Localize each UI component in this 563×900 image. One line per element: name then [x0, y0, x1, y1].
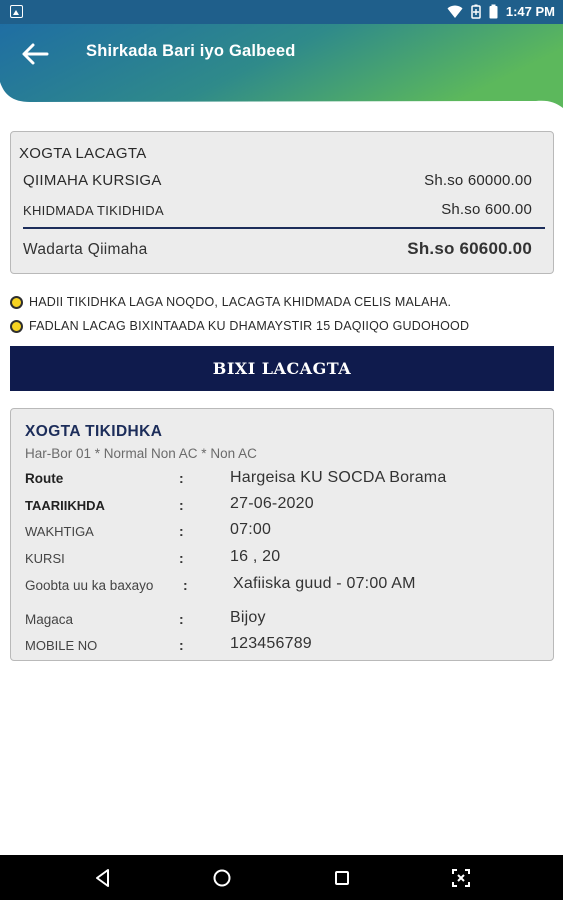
status-time: 1:47 PM — [505, 4, 555, 19]
header-background — [0, 24, 563, 108]
service-fee-label: KHIDMADA TIKIDHIDA — [23, 203, 164, 218]
date-value: 27-06-2020 — [230, 495, 314, 512]
recents-square-icon — [329, 865, 355, 891]
seat-price-value: Sh.so 60000.00 — [424, 172, 532, 189]
total-label: Wadarta Qiimaha — [23, 241, 148, 258]
note-text: FADLAN LACAG BIXINTAADA KU DHAMAYSTIR 15 DAQIIQO GUDOHOOD — [29, 319, 470, 333]
fare-details-card — [10, 131, 554, 274]
seat-label: KURSI — [25, 551, 65, 566]
ticket-heading: XOGTA TIKIDHKA — [25, 423, 163, 440]
bullet-icon — [10, 320, 23, 333]
wifi-icon — [447, 5, 463, 19]
time-label: WAKHTIGA — [25, 524, 94, 539]
departure-value: Xafiiska guud - 07:00 AM — [233, 575, 416, 592]
screenshot-icon — [448, 865, 474, 891]
note-payment-time — [10, 319, 469, 333]
system-nav-bar — [0, 855, 563, 900]
back-triangle-icon — [90, 865, 116, 891]
name-colon: : — [179, 611, 184, 627]
name-value: Bijoy — [230, 609, 266, 626]
total-value: Sh.so 60600.00 — [407, 239, 532, 258]
page-title: Shirkada Bari iyo Galbeed — [86, 42, 296, 60]
mobile-value: 123456789 — [230, 635, 312, 652]
date-label: TAARIIKHDA — [25, 498, 105, 513]
app-header — [0, 24, 563, 108]
back-button[interactable] — [20, 41, 52, 67]
departure-label: Goobta uu ka baxayo — [25, 578, 154, 593]
status-bar — [0, 0, 563, 24]
nav-screenshot-button[interactable] — [448, 865, 474, 891]
nav-back-button[interactable] — [90, 865, 116, 891]
home-circle-icon — [209, 865, 235, 891]
seat-price-label: QIIMAHA KURSIGA — [23, 172, 162, 189]
time-value: 07:00 — [230, 521, 272, 538]
fare-divider — [23, 227, 545, 229]
departure-colon: : — [183, 577, 188, 593]
nav-home-button[interactable] — [209, 865, 235, 891]
pay-button[interactable]: BIXI LACAGTA — [10, 346, 554, 391]
note-text: HADII TIKIDHKA LAGA NOQDO, LACAGTA KHIDMADA CELIS MALAHA. — [29, 295, 452, 309]
name-label: Magaca — [25, 612, 74, 627]
mobile-colon: : — [179, 637, 184, 653]
battery-icon — [489, 4, 498, 19]
ticket-subtitle: Har-Bor 01 * Normal Non AC * Non AC — [25, 446, 257, 461]
arrow-left-icon — [20, 41, 52, 67]
route-colon: : — [179, 470, 184, 486]
nav-recents-button[interactable] — [329, 865, 355, 891]
status-icons — [447, 4, 555, 19]
date-colon: : — [179, 497, 184, 513]
fare-heading: XOGTA LACAGTA — [19, 145, 147, 162]
route-value: Hargeisa KU SOCDA Borama — [230, 469, 447, 486]
image-icon — [10, 5, 23, 18]
battery-saver-icon — [471, 4, 481, 19]
route-label: Route — [25, 471, 64, 486]
ticket-details-card — [10, 408, 554, 661]
seat-colon: : — [179, 550, 184, 566]
bullet-icon — [10, 296, 23, 309]
seat-value: 16 , 20 — [230, 548, 281, 565]
mobile-label: MOBILE NO — [25, 638, 98, 653]
time-colon: : — [179, 523, 184, 539]
note-refund — [10, 295, 451, 309]
service-fee-value: Sh.so 600.00 — [441, 201, 532, 218]
